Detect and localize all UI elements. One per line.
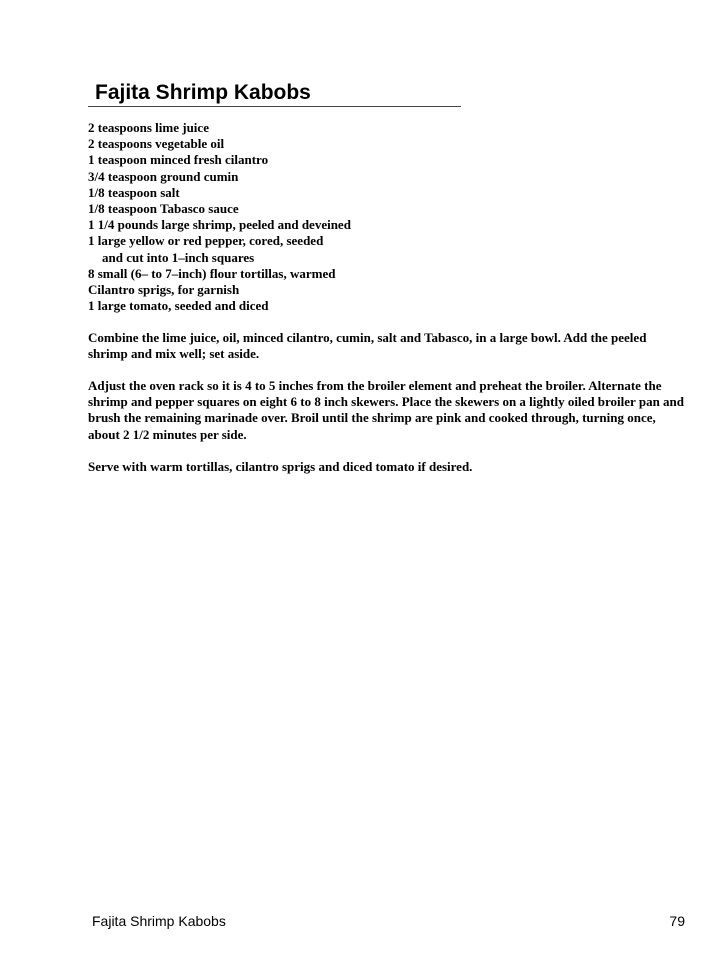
ingredient-list: [88, 120, 351, 314]
instruction-paragraph: Adjust the oven rack so it is 4 to 5 inches from the broiler element and preheat the broiler. Alternate the shrimp and pepper squares on eight 6 to 8 inch skewers. Place the skewers on a lightly oiled broiler pan and brush the remaining marinade over. Broil until the shrimp are pink and cooked through, turning once, about 2 1/2 minutes per side.: [88, 378, 685, 442]
ingredient-item: 1 1/4 pounds large shrimp, peeled and deveined: [88, 217, 351, 233]
page-number: 79: [669, 913, 685, 929]
ingredient-item: 2 teaspoons vegetable oil: [88, 136, 225, 152]
ingredient-item: 1/8 teaspoon Tabasco sauce: [88, 201, 239, 217]
ingredient-item: 1 large yellow or red pepper, cored, seeded: [88, 233, 324, 249]
ingredient-item: 3/4 teaspoon ground cumin: [88, 168, 239, 184]
ingredient-item: Cilantro sprigs, for garnish: [88, 282, 240, 298]
ingredient-item-continuation: and cut into 1–inch squares: [102, 249, 255, 265]
ingredient-item: 2 teaspoons lime juice: [88, 120, 209, 135]
ingredient-item: 1 teaspoon minced fresh cilantro: [88, 152, 269, 168]
ingredient-item: 1 large tomato, seeded and diced: [88, 298, 269, 314]
ingredient-item: 8 small (6– to 7–inch) flour tortillas, warmed: [88, 265, 336, 281]
recipe-title: Fajita Shrimp Kabobs: [95, 81, 311, 104]
title-underline: [88, 106, 461, 107]
ingredient-item: 1/8 teaspoon salt: [88, 184, 180, 200]
instruction-paragraph: Serve with warm tortillas, cilantro sprigs and diced tomato if desired.: [88, 459, 473, 474]
instruction-paragraph: Combine the lime juice, oil, minced cilantro, cumin, salt and Tabasco, in a large bowl. Add the peeled shrimp and mix well; set aside.: [88, 330, 647, 362]
footer-title: Fajita Shrimp Kabobs: [92, 913, 226, 929]
